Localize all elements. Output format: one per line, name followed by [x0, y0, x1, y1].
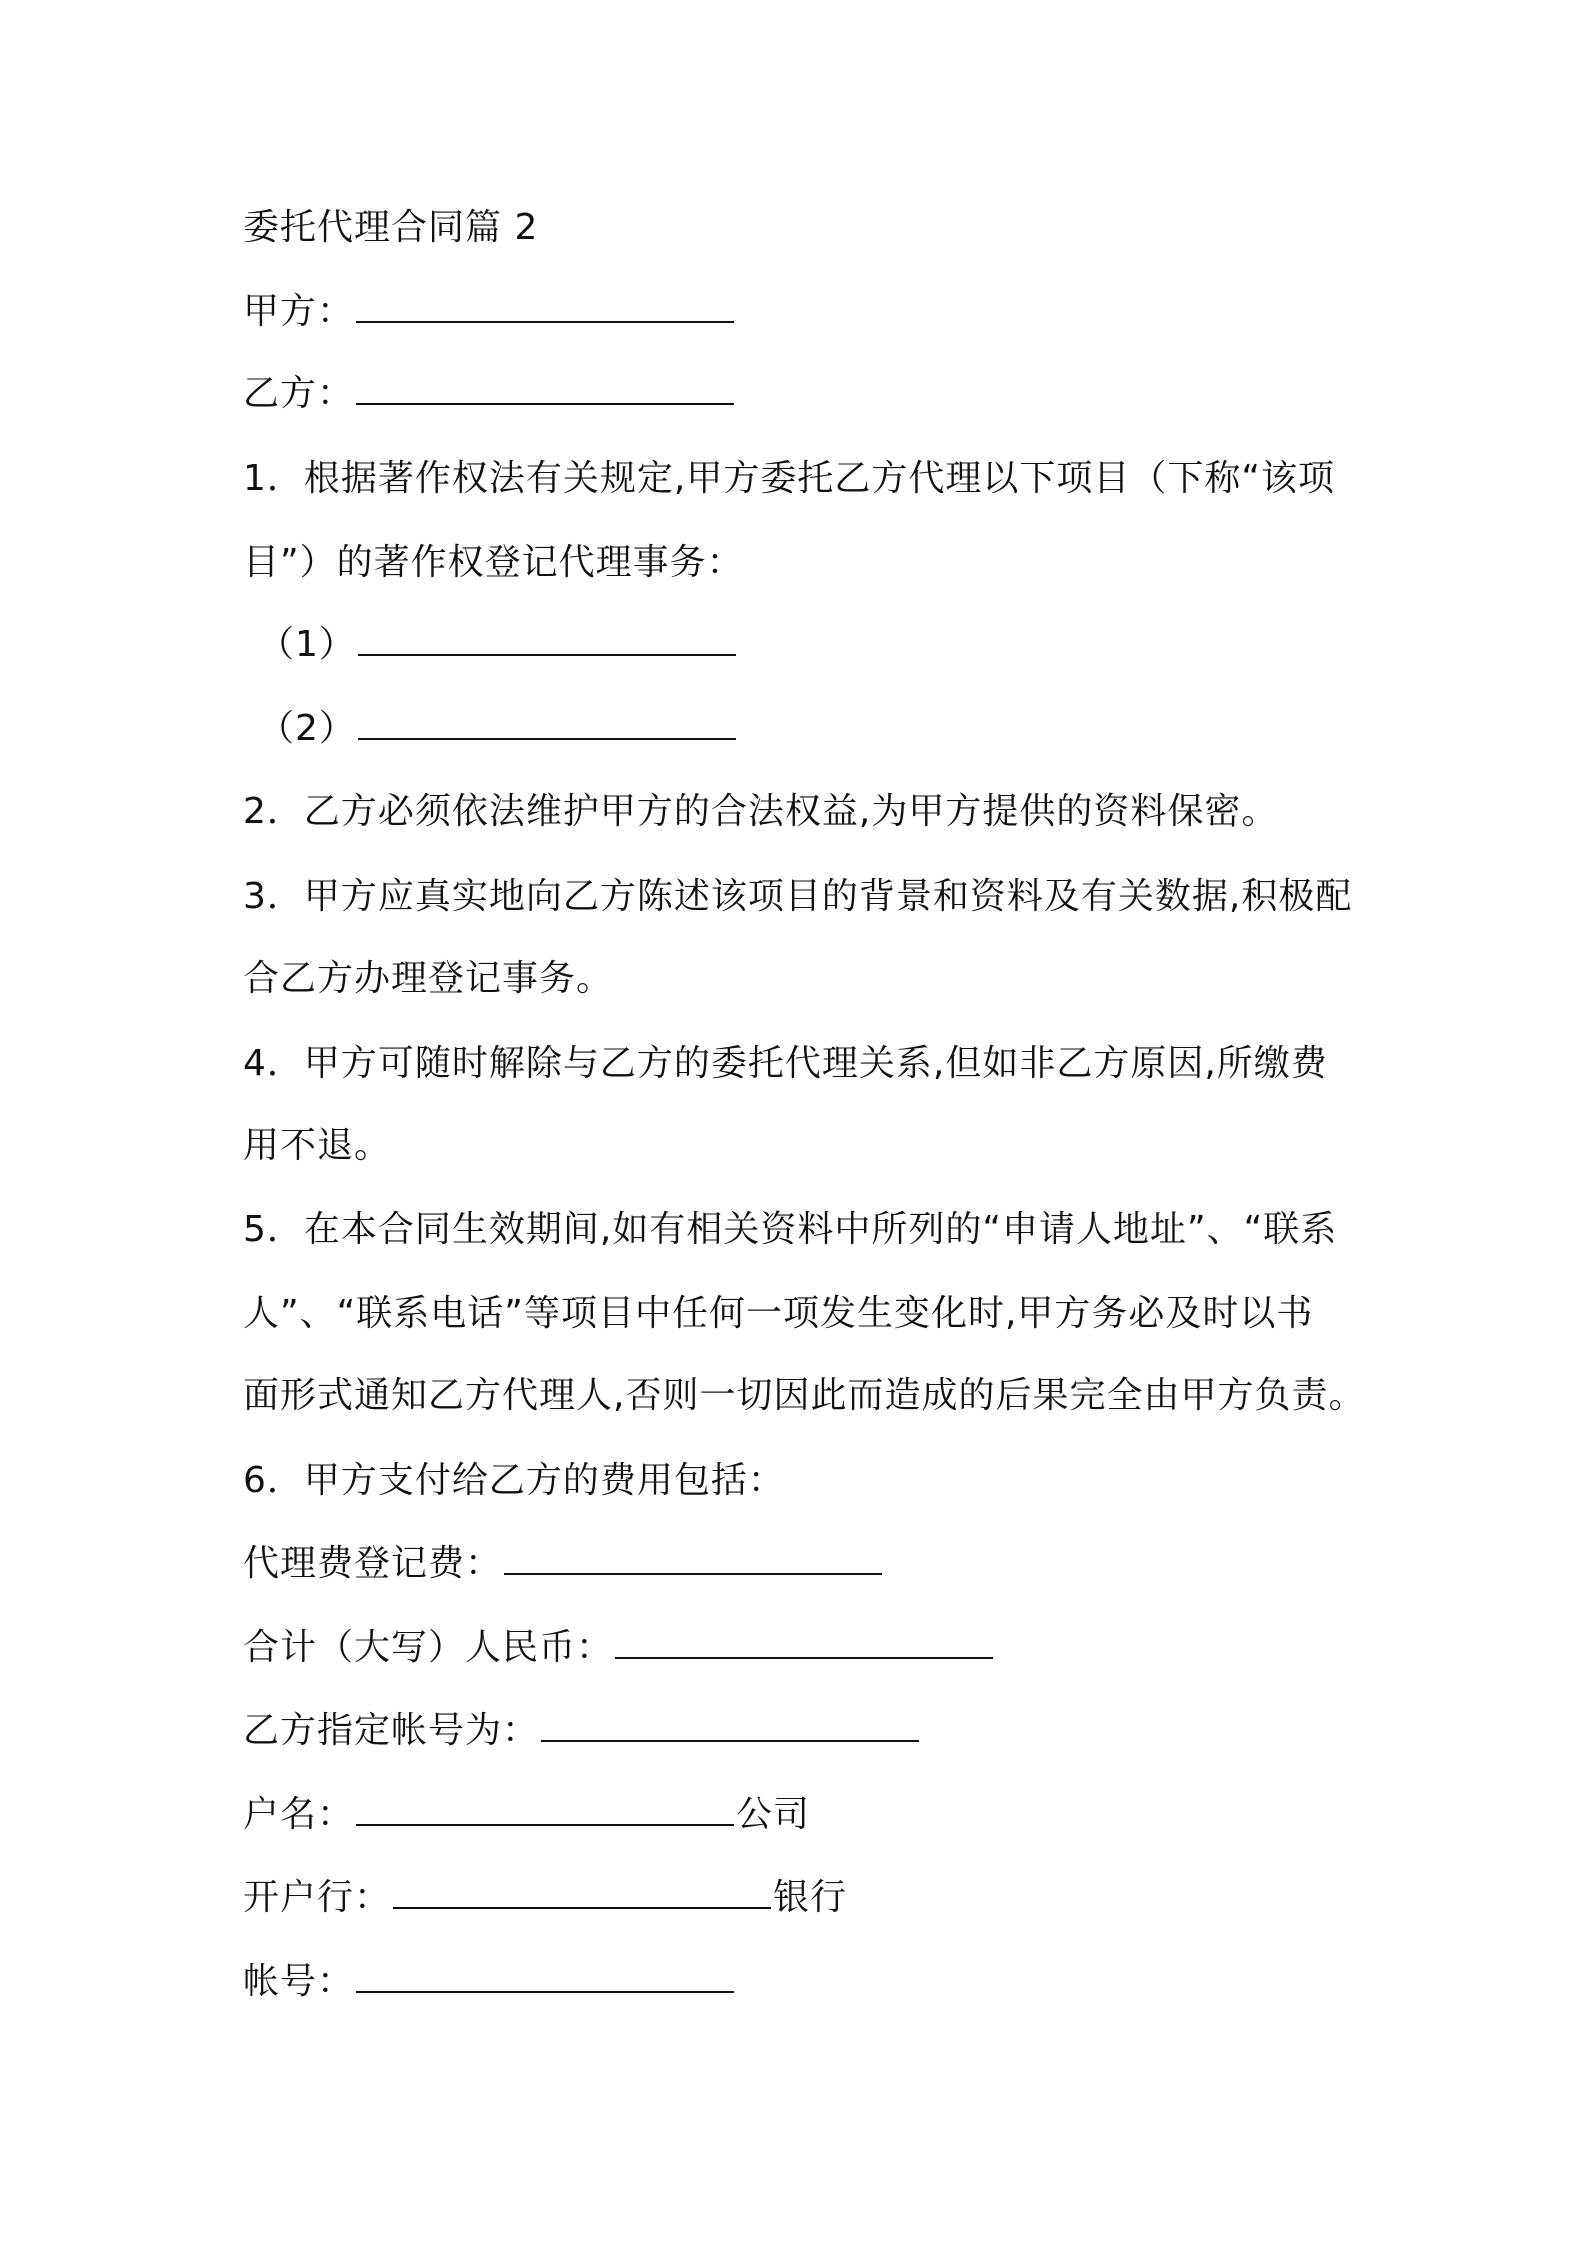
account-intro-label: 乙方指定帐号为： [243, 1710, 540, 1751]
account-name-row [243, 1791, 810, 1839]
fee-blank[interactable] [504, 1541, 882, 1575]
clause-2-line-1: 2．乙方必须依法维护甲方的合法权益,为甲方提供的资料保密。 [243, 791, 1279, 832]
account-name-suffix: 公司 [736, 1794, 811, 1835]
clause-4-line-1: 4．甲方可随时解除与乙方的委托代理关系,但如非乙方原因,所缴费 [243, 1043, 1328, 1084]
clause-5-line-1: 5．在本合同生效期间,如有相关资料中所列的“申请人地址”、“联系 [243, 1209, 1338, 1250]
total-label: 合计（大写）人民币： [243, 1627, 614, 1668]
party-a-blank[interactable] [356, 289, 734, 323]
bank-suffix: 银行 [773, 1877, 848, 1918]
item-1-blank[interactable] [358, 622, 736, 656]
total-blank[interactable] [615, 1625, 993, 1659]
party-a-label: 甲方： [243, 291, 355, 332]
item-2-label: （2） [258, 708, 356, 749]
clause-5-line-2: 人”、“联系电话”等项目中任何一项发生变化时,甲方务必及时以书 [243, 1293, 1314, 1334]
bank-label: 开户行： [243, 1877, 392, 1918]
item-1-row [258, 621, 738, 669]
bank-row [243, 1874, 847, 1922]
party-b-blank[interactable] [356, 371, 734, 405]
account-name-blank[interactable] [356, 1792, 734, 1826]
item-2-row [258, 705, 738, 753]
party-b-row [243, 370, 736, 418]
bank-blank[interactable] [393, 1875, 771, 1909]
account-intro-row [243, 1707, 921, 1755]
clause-3-line-1: 3．甲方应真实地向乙方陈述该项目的背景和资料及有关数据,积极配 [243, 876, 1353, 917]
account-no-label: 帐号： [243, 1961, 355, 2002]
document-title: 委托代理合同篇 2 [243, 207, 539, 248]
total-row [243, 1624, 995, 1672]
clause-5-line-3: 面形式通知乙方代理人,否则一切因此而造成的后果完全由甲方负责。 [243, 1375, 1366, 1416]
clause-1-line-2: 目”）的著作权登记代理事务： [243, 542, 744, 583]
party-b-label: 乙方： [243, 373, 355, 414]
fee-row [243, 1540, 884, 1588]
account-name-label: 户名： [243, 1794, 355, 1835]
clause-3-line-2: 合乙方办理登记事务。 [243, 958, 614, 999]
clause-1-line-1: 1．根据著作权法有关规定,甲方委托乙方代理以下项目（下称“该项 [243, 458, 1335, 499]
account-no-row [243, 1958, 736, 2006]
item-2-blank[interactable] [358, 706, 736, 740]
clause-6-line-1: 6．甲方支付给乙方的费用包括： [243, 1460, 785, 1501]
item-1-label: （1） [258, 624, 356, 665]
fee-label: 代理费登记费： [243, 1543, 503, 1584]
account-intro-blank[interactable] [541, 1708, 919, 1742]
party-a-row [243, 288, 736, 336]
clause-4-line-2: 用不退。 [243, 1125, 392, 1166]
account-no-blank[interactable] [356, 1959, 734, 1993]
